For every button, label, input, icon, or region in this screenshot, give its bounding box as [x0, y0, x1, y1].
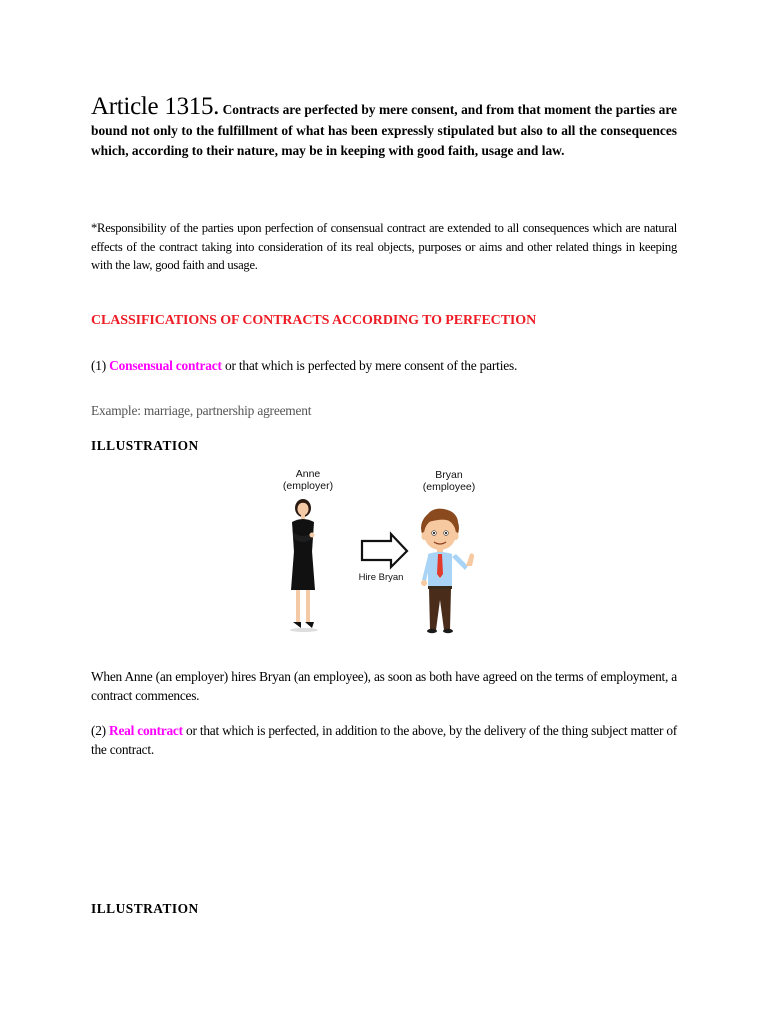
item-number: (2)	[91, 723, 110, 738]
section-heading: CLASSIFICATIONS OF CONTRACTS ACCORDING TO PERFECTION	[91, 313, 537, 328]
arrow-icon	[362, 534, 407, 567]
illustration-label: ILLUSTRATION	[91, 438, 199, 453]
article-body: Contracts are perfected by mere consent, and from that moment the parties are bound not only to the fulfillment of what has been expressly stipulated but also to all the consequences which, according to their nature, may be in keeping with good faith, usage and law.	[91, 102, 677, 158]
article-heading: Article 1315.	[91, 93, 220, 120]
real-contract-item	[91, 721, 677, 759]
responsibility-note: *Responsibility of the parties upon perfection of consensual contract are extended to all consequences which are natural effects of the contract taking into consideration of its real objects, purposes or aims and other related things in keeping with the law, good faith and usage.	[91, 221, 677, 273]
item-description: or that which is perfected, in addition to the above, by the delivery of the thing subject matter of the contract.	[91, 723, 677, 757]
consensual-contract-item	[91, 356, 677, 375]
hiring-explanation: When Anne (an employer) hires Bryan (an employee), as soon as both have agreed on the terms of employment, a contract commences.	[91, 669, 677, 703]
anne-figure	[290, 499, 318, 632]
anne-role-label: (employer)	[282, 480, 334, 492]
hiring-illustration	[268, 462, 496, 638]
anne-name-label: Anne	[295, 468, 321, 480]
illustration-label-2: ILLUSTRATION	[91, 901, 199, 916]
bryan-role-label: (employee)	[422, 481, 476, 493]
real-contract-term: Real contract	[109, 723, 183, 738]
bryan-figure	[421, 509, 474, 634]
consensual-contract-term: Consensual contract	[109, 358, 222, 373]
item-number: (1)	[91, 358, 110, 373]
arrow-caption: Hire Bryan	[358, 572, 404, 583]
item-description: or that which is perfected by mere consent of the parties.	[221, 358, 518, 373]
bryan-name-label: Bryan	[435, 469, 463, 481]
example-line: Example: marriage, partnership agreement	[91, 403, 312, 418]
article-paragraph	[91, 93, 677, 162]
